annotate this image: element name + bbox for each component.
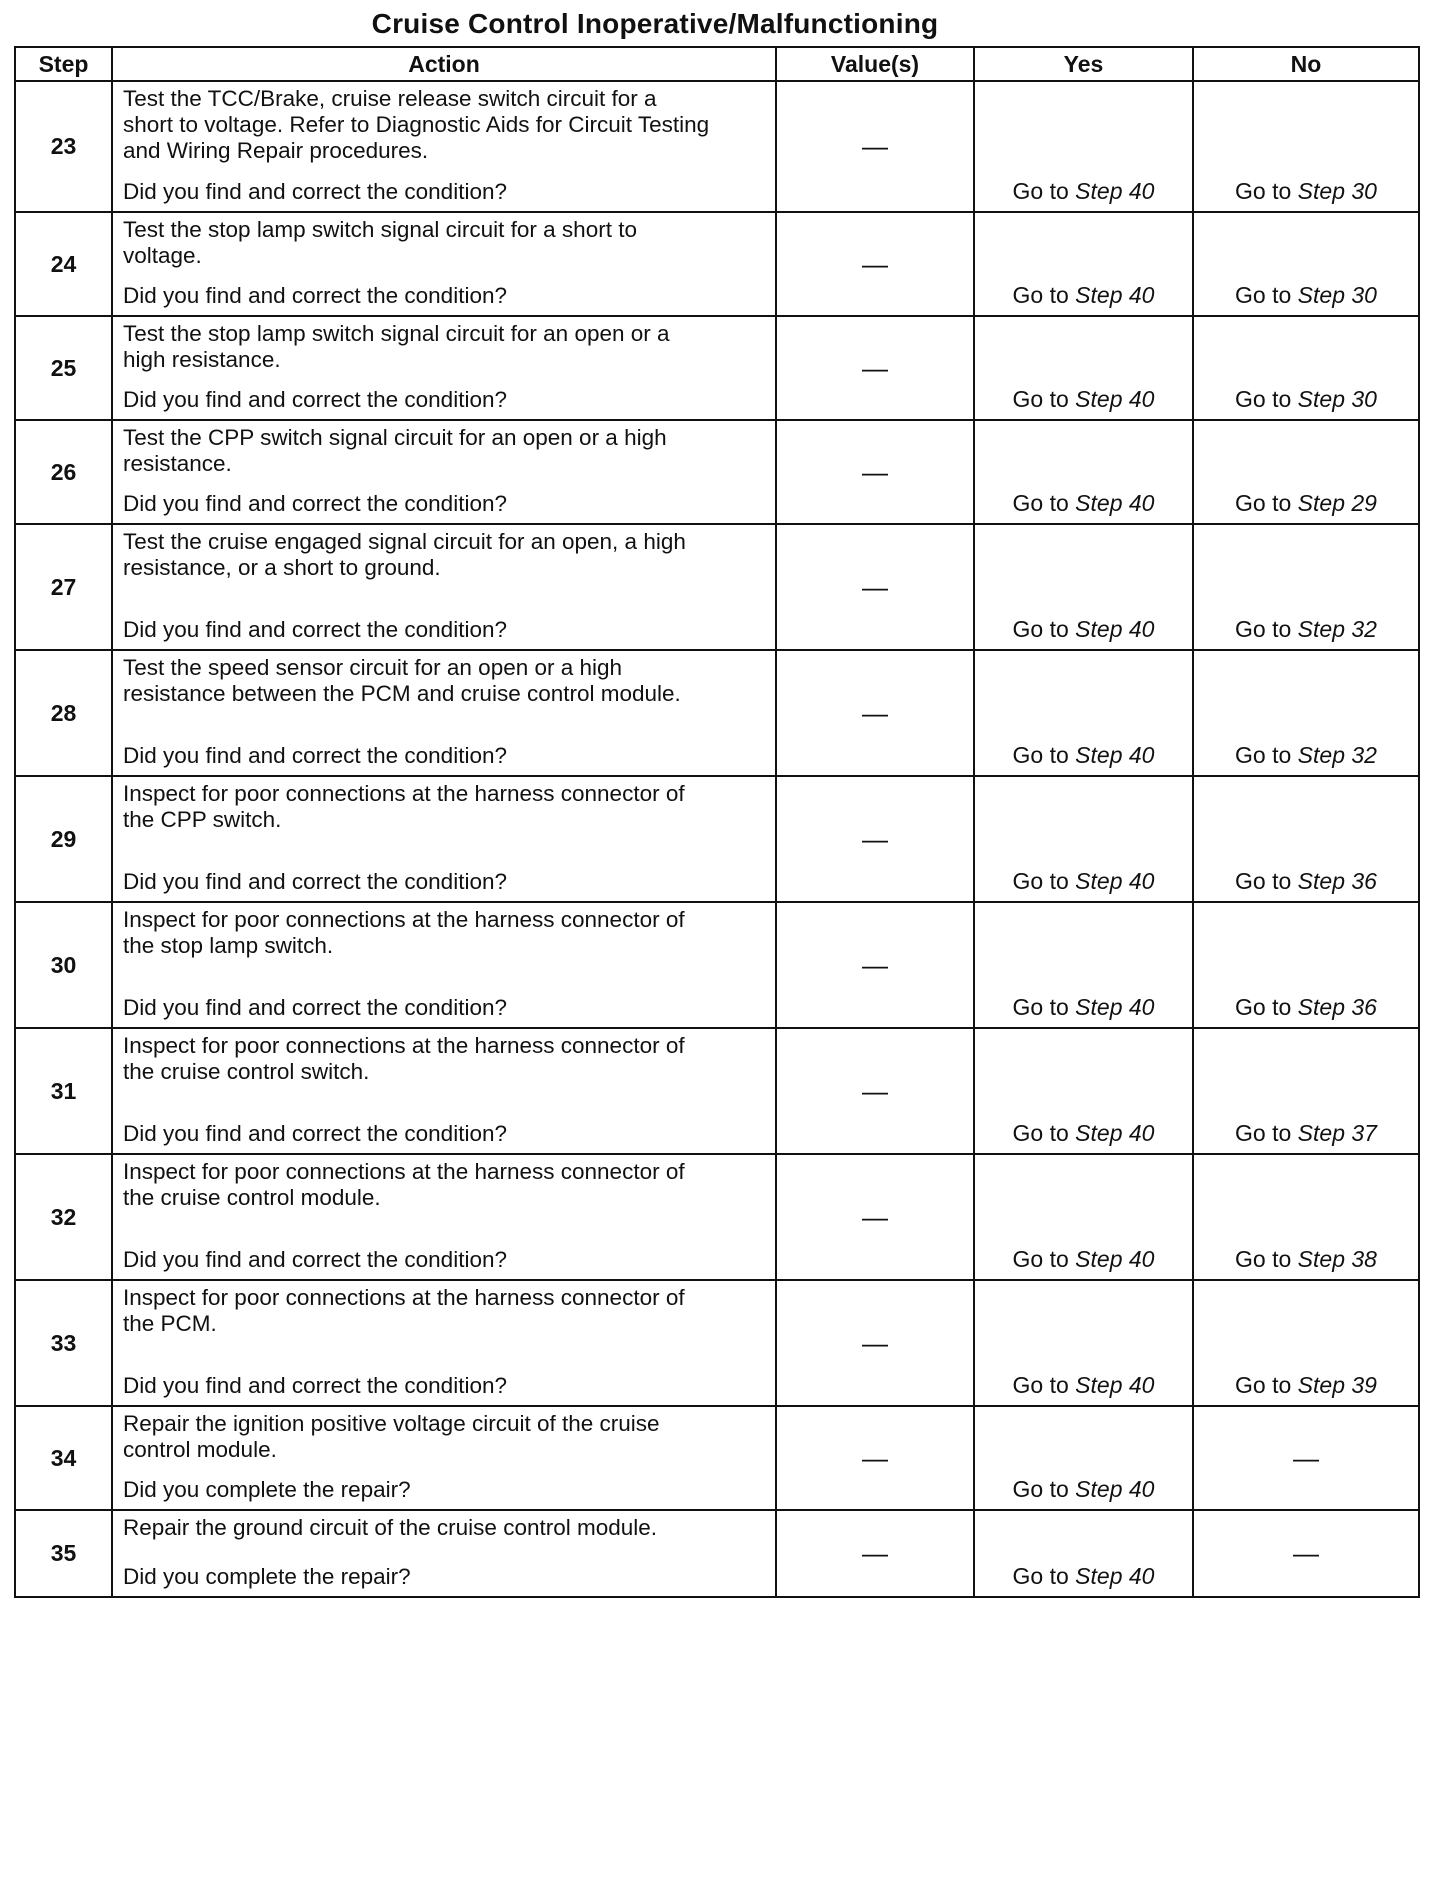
action-text: [123, 425, 765, 477]
yes-outcome: [974, 420, 1193, 524]
action-text: [123, 1285, 765, 1337]
table-header-row: [15, 47, 1419, 81]
action-line: the CPP switch.: [123, 807, 282, 832]
action-question: Did you find and correct the condition?: [123, 1373, 507, 1398]
table-row: [15, 1028, 1419, 1154]
table-row: [15, 1280, 1419, 1406]
action-cell: [112, 1510, 776, 1597]
action-question: Did you complete the repair?: [123, 1477, 411, 1502]
table-row: [15, 212, 1419, 316]
header-no: No: [1193, 47, 1419, 81]
goto-prefix: Go to: [1235, 868, 1292, 894]
step-number: 24: [15, 212, 112, 316]
step-number: 31: [15, 1028, 112, 1154]
yes-outcome: [974, 212, 1193, 316]
action-line: resistance, or a short to ground.: [123, 555, 441, 580]
no-outcome: [1193, 650, 1419, 776]
goto-step-ref: Step 40: [1075, 1563, 1155, 1589]
yes-outcome: [974, 81, 1193, 212]
goto-step-ref: Step 36: [1297, 994, 1377, 1020]
goto-step-ref: Step 40: [1075, 178, 1155, 204]
value-cell: —: [776, 81, 974, 212]
goto-step-ref: Step 30: [1297, 386, 1377, 412]
action-question: Did you complete the repair?: [123, 1564, 411, 1589]
action-text: [123, 529, 765, 581]
action-cell: [112, 212, 776, 316]
value-cell: —: [776, 420, 974, 524]
action-text: [123, 1159, 765, 1211]
action-line: Inspect for poor connections at the harness connector of: [123, 1033, 685, 1058]
yes-outcome: [974, 776, 1193, 902]
goto-step-ref: Step 40: [1075, 490, 1155, 516]
goto-prefix: Go to: [1012, 616, 1069, 642]
action-line: Inspect for poor connections at the harness connector of: [123, 781, 685, 806]
yes-outcome: [974, 1280, 1193, 1406]
step-number: 27: [15, 524, 112, 650]
action-cell: [112, 902, 776, 1028]
table-row: [15, 1510, 1419, 1597]
action-question: Did you find and correct the condition?: [123, 283, 507, 308]
step-number: 35: [15, 1510, 112, 1597]
action-text: [123, 86, 765, 164]
goto-prefix: Go to: [1235, 742, 1292, 768]
yes-outcome: [974, 316, 1193, 420]
action-line: Test the stop lamp switch signal circuit for an open or a: [123, 321, 670, 346]
goto-prefix: Go to: [1012, 868, 1069, 894]
goto-step-ref: Step 40: [1075, 994, 1155, 1020]
goto-prefix: Go to: [1235, 994, 1292, 1020]
goto-step-ref: Step 36: [1297, 868, 1377, 894]
value-cell: —: [776, 1280, 974, 1406]
action-line: Test the TCC/Brake, cruise release switch circuit for a: [123, 86, 657, 111]
table-row: [15, 420, 1419, 524]
action-text: [123, 781, 765, 833]
goto-prefix: Go to: [1012, 1372, 1069, 1398]
action-line: voltage.: [123, 243, 202, 268]
no-outcome: [1193, 1280, 1419, 1406]
action-line: and Wiring Repair procedures.: [123, 138, 429, 163]
action-cell: [112, 316, 776, 420]
step-number: 23: [15, 81, 112, 212]
action-cell: [112, 776, 776, 902]
no-outcome: [1193, 316, 1419, 420]
header-step: Step: [15, 47, 112, 81]
table-row: [15, 902, 1419, 1028]
action-text: [123, 1515, 765, 1541]
step-number: 33: [15, 1280, 112, 1406]
goto-step-ref: Step 30: [1297, 282, 1377, 308]
yes-outcome: [974, 1406, 1193, 1510]
step-number: 29: [15, 776, 112, 902]
goto-prefix: Go to: [1012, 178, 1069, 204]
step-number: 25: [15, 316, 112, 420]
goto-step-ref: Step 40: [1075, 282, 1155, 308]
action-text: [123, 217, 765, 269]
goto-step-ref: Step 29: [1297, 490, 1377, 516]
yes-outcome: [974, 524, 1193, 650]
no-outcome-dash: —: [1193, 1510, 1419, 1597]
goto-prefix: Go to: [1012, 994, 1069, 1020]
action-line: the stop lamp switch.: [123, 933, 334, 958]
action-line: Test the CPP switch signal circuit for an open or a high: [123, 425, 667, 450]
action-text: [123, 655, 765, 707]
value-cell: —: [776, 1406, 974, 1510]
action-question: Did you find and correct the condition?: [123, 995, 507, 1020]
goto-prefix: Go to: [1012, 490, 1069, 516]
table-row: [15, 650, 1419, 776]
table-row: [15, 1154, 1419, 1280]
action-line: short to voltage. Refer to Diagnostic Aids for Circuit Testing: [123, 112, 710, 137]
action-line: Repair the ignition positive voltage circuit of the cruise: [123, 1411, 660, 1436]
action-line: the PCM.: [123, 1311, 217, 1336]
yes-outcome: [974, 902, 1193, 1028]
action-line: Inspect for poor connections at the harness connector of: [123, 1285, 685, 1310]
value-cell: —: [776, 902, 974, 1028]
action-cell: [112, 524, 776, 650]
yes-outcome: [974, 1028, 1193, 1154]
action-line: Test the speed sensor circuit for an open or a high: [123, 655, 623, 680]
goto-step-ref: Step 39: [1297, 1372, 1377, 1398]
no-outcome-dash: —: [1193, 1406, 1419, 1510]
goto-step-ref: Step 40: [1075, 742, 1155, 768]
header-values: Value(s): [776, 47, 974, 81]
action-cell: [112, 420, 776, 524]
action-question: Did you find and correct the condition?: [123, 387, 507, 412]
goto-prefix: Go to: [1012, 742, 1069, 768]
no-outcome: [1193, 212, 1419, 316]
action-question: Did you find and correct the condition?: [123, 491, 507, 516]
action-line: resistance.: [123, 451, 232, 476]
diagnostic-table: [14, 46, 1420, 1598]
goto-prefix: Go to: [1235, 282, 1292, 308]
action-cell: [112, 81, 776, 212]
action-cell: [112, 650, 776, 776]
goto-prefix: Go to: [1012, 1246, 1069, 1272]
goto-prefix: Go to: [1235, 616, 1292, 642]
action-line: Test the cruise engaged signal circuit for an open, a high: [123, 529, 686, 554]
goto-step-ref: Step 40: [1075, 386, 1155, 412]
goto-prefix: Go to: [1235, 178, 1292, 204]
goto-step-ref: Step 40: [1075, 616, 1155, 642]
yes-outcome: [974, 1154, 1193, 1280]
yes-outcome: [974, 1510, 1193, 1597]
action-question: Did you find and correct the condition?: [123, 743, 507, 768]
step-number: 30: [15, 902, 112, 1028]
action-line: high resistance.: [123, 347, 281, 372]
action-text: [123, 1033, 765, 1085]
no-outcome: [1193, 1028, 1419, 1154]
goto-prefix: Go to: [1012, 386, 1069, 412]
action-question: Did you find and correct the condition?: [123, 179, 507, 204]
action-question: Did you find and correct the condition?: [123, 617, 507, 642]
goto-step-ref: Step 40: [1075, 868, 1155, 894]
goto-step-ref: Step 40: [1075, 1246, 1155, 1272]
action-cell: [112, 1028, 776, 1154]
step-number: 32: [15, 1154, 112, 1280]
value-cell: —: [776, 776, 974, 902]
action-line: the cruise control switch.: [123, 1059, 370, 1084]
action-line: Inspect for poor connections at the harness connector of: [123, 907, 685, 932]
page-title: Cruise Control Inoperative/Malfunctioning: [371, 8, 939, 39]
header-yes: Yes: [974, 47, 1193, 81]
value-cell: —: [776, 212, 974, 316]
table-row: [15, 1406, 1419, 1510]
no-outcome: [1193, 524, 1419, 650]
action-line: Test the stop lamp switch signal circuit for a short to: [123, 217, 637, 242]
goto-prefix: Go to: [1012, 282, 1069, 308]
action-line: resistance between the PCM and cruise control module.: [123, 681, 681, 706]
step-number: 28: [15, 650, 112, 776]
action-line: Repair the ground circuit of the cruise control module.: [123, 1515, 658, 1540]
goto-prefix: Go to: [1235, 1120, 1292, 1146]
value-cell: —: [776, 1028, 974, 1154]
action-line: the cruise control module.: [123, 1185, 381, 1210]
no-outcome: [1193, 81, 1419, 212]
action-text: [123, 1411, 765, 1463]
action-line: Inspect for poor connections at the harness connector of: [123, 1159, 685, 1184]
action-cell: [112, 1406, 776, 1510]
value-cell: —: [776, 650, 974, 776]
goto-prefix: Go to: [1012, 1476, 1069, 1502]
goto-prefix: Go to: [1235, 1246, 1292, 1272]
goto-prefix: Go to: [1235, 490, 1292, 516]
goto-step-ref: Step 30: [1297, 178, 1377, 204]
goto-step-ref: Step 32: [1297, 742, 1377, 768]
no-outcome: [1193, 420, 1419, 524]
goto-step-ref: Step 37: [1297, 1120, 1377, 1146]
value-cell: —: [776, 1510, 974, 1597]
goto-step-ref: Step 38: [1297, 1246, 1377, 1272]
goto-prefix: Go to: [1235, 386, 1292, 412]
action-cell: [112, 1280, 776, 1406]
goto-step-ref: Step 32: [1297, 616, 1377, 642]
action-question: Did you find and correct the condition?: [123, 1121, 507, 1146]
table-row: [15, 316, 1419, 420]
goto-prefix: Go to: [1235, 1372, 1292, 1398]
goto-step-ref: Step 40: [1075, 1476, 1155, 1502]
action-text: [123, 321, 765, 373]
no-outcome: [1193, 776, 1419, 902]
value-cell: —: [776, 524, 974, 650]
action-cell: [112, 1154, 776, 1280]
table-row: [15, 776, 1419, 902]
yes-outcome: [974, 650, 1193, 776]
action-question: Did you find and correct the condition?: [123, 869, 507, 894]
value-cell: —: [776, 1154, 974, 1280]
table-row: [15, 81, 1419, 212]
step-number: 26: [15, 420, 112, 524]
table-row: [15, 524, 1419, 650]
no-outcome: [1193, 902, 1419, 1028]
header-action: Action: [112, 47, 776, 81]
action-text: [123, 907, 765, 959]
value-cell: —: [776, 316, 974, 420]
goto-step-ref: Step 40: [1075, 1120, 1155, 1146]
action-line: control module.: [123, 1437, 277, 1462]
goto-prefix: Go to: [1012, 1563, 1069, 1589]
action-question: Did you find and correct the condition?: [123, 1247, 507, 1272]
goto-step-ref: Step 40: [1075, 1372, 1155, 1398]
goto-prefix: Go to: [1012, 1120, 1069, 1146]
step-number: 34: [15, 1406, 112, 1510]
no-outcome: [1193, 1154, 1419, 1280]
